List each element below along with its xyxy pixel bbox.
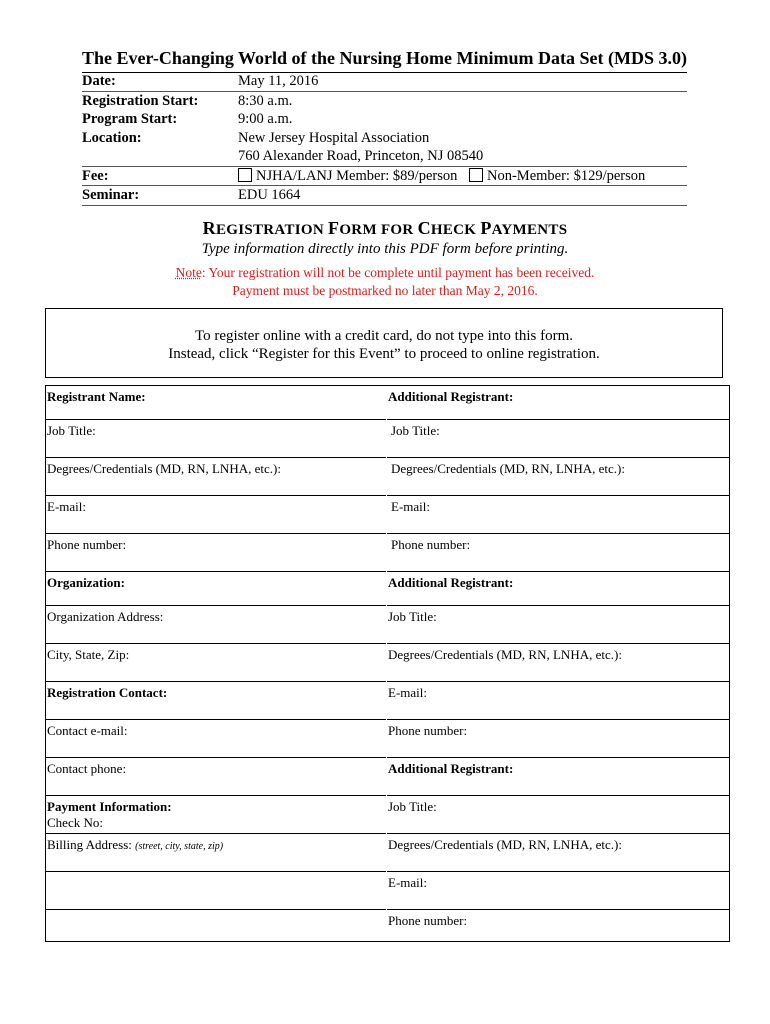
nonmember-checkbox[interactable] bbox=[469, 168, 483, 182]
organization-address-field[interactable]: Organization Address: bbox=[46, 606, 386, 644]
payment-note bbox=[0, 264, 770, 299]
additional-2-job-title-field[interactable]: Job Title: bbox=[387, 606, 730, 644]
additional-registrant-2-field[interactable]: Additional Registrant: bbox=[387, 572, 730, 606]
registrant-name-field[interactable]: Registrant Name: bbox=[46, 386, 386, 420]
registration-start-row bbox=[82, 92, 687, 111]
fee-row bbox=[82, 167, 687, 187]
date-row bbox=[82, 72, 687, 92]
billing-address-label: Billing Address: bbox=[47, 837, 132, 852]
check-no-label: Check No: bbox=[47, 815, 103, 830]
additional-3-phone-field[interactable]: Phone number: bbox=[388, 913, 468, 928]
nonmember-fee-text: Non-Member: $129/person bbox=[487, 167, 646, 184]
additional-1-email-field[interactable]: E-mail: bbox=[387, 496, 730, 534]
additional-3-email-field[interactable]: E-mail: bbox=[387, 872, 730, 910]
location-label: Location: bbox=[82, 129, 142, 146]
online-registration-box bbox=[45, 308, 723, 378]
event-info bbox=[82, 72, 687, 206]
billing-address-hint: (street, city, state, zip) bbox=[135, 841, 224, 852]
online-line2: Instead, click “Register for this Event” to proceed to online registration. bbox=[168, 346, 600, 362]
location-row bbox=[82, 129, 687, 148]
payment-information-label: Payment Information: bbox=[47, 799, 172, 814]
payment-information-field[interactable] bbox=[46, 796, 386, 834]
additional-1-credentials-field[interactable]: Degrees/Credentials (MD, RN, LNHA, etc.): bbox=[387, 458, 730, 496]
note-line1: : Your registration will not be complete until payment has been received. bbox=[201, 265, 595, 280]
registration-grid bbox=[45, 385, 730, 942]
form-subheading: Type information directly into this PDF form before printing. bbox=[201, 241, 569, 257]
additional-registrant-1-field[interactable]: Additional Registrant: bbox=[387, 386, 730, 420]
additional-2-credentials-field[interactable]: Degrees/Credentials (MD, RN, LNHA, etc.): bbox=[387, 644, 730, 682]
form-heading: REGISTRATION FORM FOR CHECK PAYMENTS bbox=[202, 218, 568, 238]
job-title-field[interactable]: Job Title: bbox=[46, 420, 386, 458]
program-start-value: 9:00 a.m. bbox=[238, 111, 293, 127]
email-field[interactable]: E-mail: bbox=[46, 496, 386, 534]
date-label: Date: bbox=[82, 73, 116, 89]
blank-field-2[interactable] bbox=[46, 910, 386, 941]
note-label: Note bbox=[175, 265, 202, 280]
seminar-label: Seminar: bbox=[82, 187, 140, 203]
registration-start-label: Registration Start: bbox=[82, 92, 199, 109]
contact-email-field[interactable]: Contact e-mail: bbox=[46, 720, 386, 758]
program-start-label: Program Start: bbox=[82, 111, 178, 127]
organization-field[interactable]: Organization: bbox=[46, 572, 386, 606]
blank-field-1[interactable] bbox=[46, 872, 386, 910]
member-fee-text: NJHA/LANJ Member: $89/person bbox=[256, 167, 458, 184]
registration-start-value: 8:30 a.m. bbox=[238, 92, 293, 109]
note-line2: Payment must be postmarked no later than May 2, 2016. bbox=[232, 282, 538, 298]
phone-field[interactable]: Phone number: bbox=[46, 534, 386, 572]
contact-phone-field[interactable]: Contact phone: bbox=[46, 758, 386, 796]
location-line1: New Jersey Hospital Association bbox=[238, 129, 430, 146]
city-state-zip-field[interactable]: City, State, Zip: bbox=[46, 644, 386, 682]
billing-address-field[interactable] bbox=[46, 834, 386, 872]
additional-3-job-title-field[interactable]: Job Title: bbox=[387, 796, 730, 834]
additional-2-phone-field[interactable]: Phone number: bbox=[387, 720, 730, 758]
additional-3-credentials-field[interactable]: Degrees/Credentials (MD, RN, LNHA, etc.): bbox=[387, 834, 730, 872]
program-start-row bbox=[82, 110, 687, 129]
member-checkbox[interactable] bbox=[238, 168, 252, 182]
additional-1-phone-field[interactable]: Phone number: bbox=[387, 534, 730, 572]
date-value: May 11, 2016 bbox=[238, 73, 319, 89]
fee-label: Fee: bbox=[82, 167, 109, 184]
additional-1-job-title-field[interactable]: Job Title: bbox=[387, 420, 730, 458]
location-row-2 bbox=[82, 147, 687, 167]
seminar-row bbox=[82, 186, 687, 206]
location-line2: 760 Alexander Road, Princeton, NJ 08540 bbox=[238, 148, 484, 164]
document-title: The Ever-Changing World of the Nursing Home Minimum Data Set (MDS 3.0) bbox=[82, 48, 687, 73]
registration-contact-field[interactable]: Registration Contact: bbox=[46, 682, 386, 720]
online-line1: To register online with a credit card, do not type into this form. bbox=[194, 328, 574, 344]
additional-2-email-field[interactable]: E-mail: bbox=[387, 682, 730, 720]
additional-registrant-3-field[interactable]: Additional Registrant: bbox=[387, 758, 730, 796]
seminar-value: EDU 1664 bbox=[238, 187, 301, 203]
credentials-field[interactable]: Degrees/Credentials (MD, RN, LNHA, etc.): bbox=[46, 458, 386, 496]
